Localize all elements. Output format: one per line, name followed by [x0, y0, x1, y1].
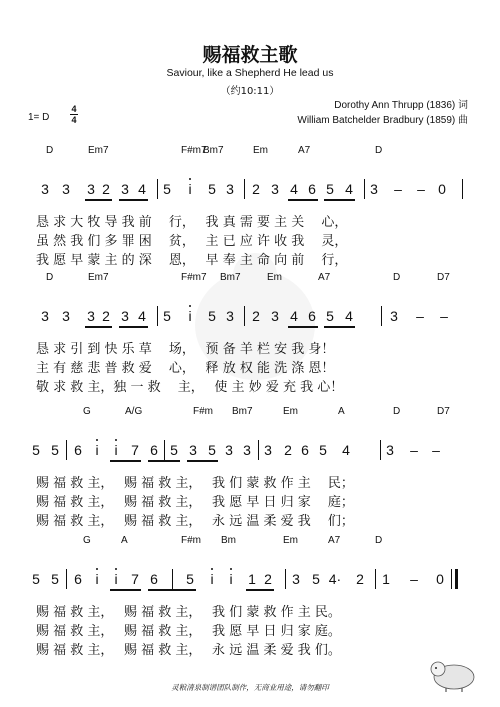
eighth-beam: [85, 199, 112, 201]
jianpu-note: –: [416, 308, 424, 324]
jianpu-note: 6: [74, 442, 82, 458]
jianpu-note: 6: [308, 181, 316, 197]
chord-symbol: D7: [437, 272, 450, 283]
jianpu-note: 1: [382, 571, 390, 587]
jianpu-note: 2: [252, 181, 260, 197]
jianpu-note: 4: [290, 181, 298, 197]
eighth-beam: [324, 199, 355, 201]
eighth-beam: [246, 589, 274, 591]
jianpu-note: 5: [32, 442, 40, 458]
jianpu-note: 3: [87, 181, 95, 197]
lyric-line: 赐 福 救 主， 赐 福 救 主， 我 愿 早 日 归 家 庭。: [36, 624, 341, 639]
jianpu-note: 2: [102, 308, 110, 324]
jianpu-note: 5: [163, 308, 171, 324]
barline: [451, 569, 452, 589]
barline: [375, 569, 376, 589]
jianpu-note: 4·: [328, 571, 342, 587]
jianpu-note: 3: [264, 442, 272, 458]
time-signature-top: 4: [71, 104, 77, 114]
chord-symbol: A: [338, 406, 345, 417]
jianpu-note: 3: [226, 181, 234, 197]
barline: [244, 179, 245, 199]
barline: [172, 569, 173, 589]
jianpu-note: 5: [208, 181, 216, 197]
eighth-beam: [288, 326, 318, 328]
chord-symbol: Bm7: [203, 145, 224, 156]
chord-symbol: Bm: [221, 535, 236, 546]
chord-symbol: D: [375, 535, 383, 546]
jianpu-note: 2: [102, 181, 110, 197]
jianpu-note: i: [114, 571, 118, 587]
chord-symbol: A: [121, 535, 128, 546]
octave-dot: [96, 568, 98, 570]
jianpu-note: 3: [62, 308, 70, 324]
chord-symbol: G: [83, 535, 91, 546]
chord-symbol: Em7: [88, 145, 109, 156]
lyric-line: 赐 福 救 主， 赐 福 救 主， 我 们 蒙 救 作 主 民；: [36, 476, 354, 491]
eighth-beam: [148, 460, 180, 462]
jianpu-note: 4: [138, 308, 146, 324]
jianpu-note: 6: [150, 571, 158, 587]
chord-symbol: A7: [328, 535, 341, 546]
jianpu-note: 5: [326, 181, 334, 197]
jianpu-note: i: [114, 442, 118, 458]
chord-symbol: Em: [267, 272, 282, 283]
jianpu-note: 4: [138, 181, 146, 197]
jianpu-note: 6: [301, 442, 309, 458]
jianpu-note: 5: [312, 571, 320, 587]
jianpu-note: 4: [345, 181, 353, 197]
barline: [66, 569, 67, 589]
chord-symbol: F#m: [193, 406, 213, 417]
barline: [157, 179, 158, 199]
jianpu-note: 3: [41, 181, 49, 197]
time-signature-bottom: 4: [71, 115, 77, 125]
jianpu-note: –: [417, 181, 425, 197]
chord-symbol: A7: [318, 272, 331, 283]
chord-symbol: Bm7: [232, 406, 253, 417]
jianpu-note: 5: [186, 571, 194, 587]
lyric-line: 敬 求 救 主，独 一 救 主， 使 主 妙 爱 充 我 心！: [36, 380, 344, 395]
jianpu-note: 6: [74, 571, 82, 587]
eighth-beam: [110, 460, 141, 462]
jianpu-note: 3: [243, 442, 251, 458]
jianpu-note: 3: [87, 308, 95, 324]
lyricist-credit: Dorothy Ann Thrupp (1836) 词: [334, 100, 468, 111]
jianpu-note: i: [95, 571, 99, 587]
jianpu-note: 2: [356, 571, 364, 587]
eighth-beam: [110, 589, 141, 591]
jianpu-note: –: [410, 571, 418, 587]
chord-symbol: D: [375, 145, 383, 156]
lyric-line: 赐 福 救 主， 赐 福 救 主， 永 远 温 柔 爱 我 们；: [36, 514, 354, 529]
jianpu-note: 1: [248, 571, 256, 587]
octave-dot: [189, 305, 191, 307]
jianpu-note: 5: [163, 181, 171, 197]
octave-dot: [189, 178, 191, 180]
jianpu-note: –: [410, 442, 418, 458]
octave-dot: [115, 439, 117, 441]
eighth-beam: [288, 199, 318, 201]
chord-symbol: D: [46, 145, 54, 156]
chord-symbol: D: [393, 272, 401, 283]
song-subtitle: Saviour, like a Shepherd He lead us: [166, 67, 334, 79]
jianpu-note: –: [440, 308, 448, 324]
jianpu-note: 3: [226, 308, 234, 324]
barline: [285, 569, 286, 589]
jianpu-note: 5: [319, 442, 327, 458]
chord-symbol: F#m7: [181, 272, 207, 283]
barline: [157, 306, 158, 326]
chord-symbol: F#m: [181, 535, 201, 546]
chord-symbol: Em: [283, 535, 298, 546]
key-signature: 1= D: [28, 112, 50, 123]
eighth-beam: [85, 326, 112, 328]
chord-symbol: Em: [283, 406, 298, 417]
jianpu-note: 6: [308, 308, 316, 324]
jianpu-note: 5: [208, 442, 216, 458]
lyric-line: 恳 求 引 到 快 乐 草 场， 预 备 羊 栏 安 我 身！: [36, 342, 335, 357]
chord-symbol: A7: [298, 145, 311, 156]
octave-dot: [96, 439, 98, 441]
jianpu-note: 2: [252, 308, 260, 324]
jianpu-note: 2: [264, 571, 272, 587]
chord-symbol: G: [83, 406, 91, 417]
final-barline: [455, 569, 458, 589]
octave-dot: [115, 568, 117, 570]
jianpu-note: 3: [271, 308, 279, 324]
eighth-beam: [119, 199, 148, 201]
jianpu-note: 5: [51, 571, 59, 587]
jianpu-note: 0: [436, 571, 444, 587]
eighth-beam: [324, 326, 355, 328]
chord-symbol: Em: [253, 145, 268, 156]
chord-symbol: A/G: [125, 406, 143, 417]
barline: [462, 179, 463, 199]
barline: [164, 440, 165, 460]
song-title: 赐福救主歌: [202, 44, 298, 66]
jianpu-note: i: [229, 571, 233, 587]
barline: [380, 440, 381, 460]
jianpu-note: 3: [62, 181, 70, 197]
jianpu-note: 3: [121, 181, 129, 197]
jianpu-note: 3: [370, 181, 378, 197]
jianpu-note: 5: [170, 442, 178, 458]
jianpu-note: 3: [271, 181, 279, 197]
jianpu-note: 0: [438, 181, 446, 197]
jianpu-note: 3: [225, 442, 233, 458]
eighth-beam: [148, 589, 196, 591]
jianpu-note: 4: [342, 442, 350, 458]
jianpu-note: –: [432, 442, 440, 458]
jianpu-note: 4: [290, 308, 298, 324]
scripture-reference: （约10:11）: [220, 86, 280, 97]
jianpu-note: –: [394, 181, 402, 197]
barline: [66, 440, 67, 460]
jianpu-note: 3: [390, 308, 398, 324]
jianpu-note: 5: [208, 308, 216, 324]
composer-credit: William Batchelder Bradbury (1859) 曲: [297, 115, 468, 126]
chord-symbol: F#m7: [181, 145, 207, 156]
jianpu-note: i: [210, 571, 214, 587]
chord-symbol: D: [393, 406, 401, 417]
jianpu-note: i: [188, 308, 192, 324]
chord-symbol: Em7: [88, 272, 109, 283]
barline: [381, 306, 382, 326]
jianpu-note: 3: [386, 442, 394, 458]
jianpu-note: i: [188, 181, 192, 197]
jianpu-note: 4: [345, 308, 353, 324]
jianpu-note: 3: [189, 442, 197, 458]
lyric-line: 恳 求 大 牧 导 我 前 行， 我 真 需 要 主 关 心，: [36, 215, 348, 230]
jianpu-note: 3: [41, 308, 49, 324]
barline: [244, 306, 245, 326]
jianpu-note: 5: [51, 442, 59, 458]
jianpu-note: 7: [131, 442, 139, 458]
eighth-beam: [187, 460, 218, 462]
octave-dot: [230, 568, 232, 570]
lyric-line: 虽 然 我 们 多 罪 困 贫， 主 已 应 许 收 我 灵，: [36, 234, 348, 249]
chord-symbol: D7: [437, 406, 450, 417]
jianpu-note: 3: [121, 308, 129, 324]
time-signature: [68, 104, 80, 125]
lyric-line: 主 有 慈 悲 普 救 爱 心， 释 放 权 能 洗 涤 恩！: [36, 361, 335, 376]
lyric-line: 赐 福 救 主， 赐 福 救 主， 永 远 温 柔 爱 我 们。: [36, 643, 341, 658]
chord-symbol: D: [46, 272, 54, 283]
eighth-beam: [119, 326, 148, 328]
jianpu-note: 2: [284, 442, 292, 458]
jianpu-note: 5: [32, 571, 40, 587]
jianpu-note: 7: [131, 571, 139, 587]
barline: [364, 179, 365, 199]
footer-notice: 灵粮清泉制谱团队制作，无商业用途，请勿翻印: [171, 683, 329, 692]
jianpu-note: i: [95, 442, 99, 458]
jianpu-note: 6: [150, 442, 158, 458]
chord-symbol: Bm7: [220, 272, 241, 283]
lyric-line: 我 愿 早 蒙 主 的 深 恩， 早 奉 主 命 向 前 行，: [36, 253, 348, 268]
barline: [258, 440, 259, 460]
jianpu-note: 3: [292, 571, 300, 587]
sheep-logo-icon: [428, 655, 478, 693]
jianpu-note: 5: [326, 308, 334, 324]
lyric-line: 赐 福 救 主， 赐 福 救 主， 我 们 蒙 救 作 主 民。: [36, 605, 341, 620]
octave-dot: [211, 568, 213, 570]
lyric-line: 赐 福 救 主， 赐 福 救 主， 我 愿 早 日 归 家 庭；: [36, 495, 354, 510]
